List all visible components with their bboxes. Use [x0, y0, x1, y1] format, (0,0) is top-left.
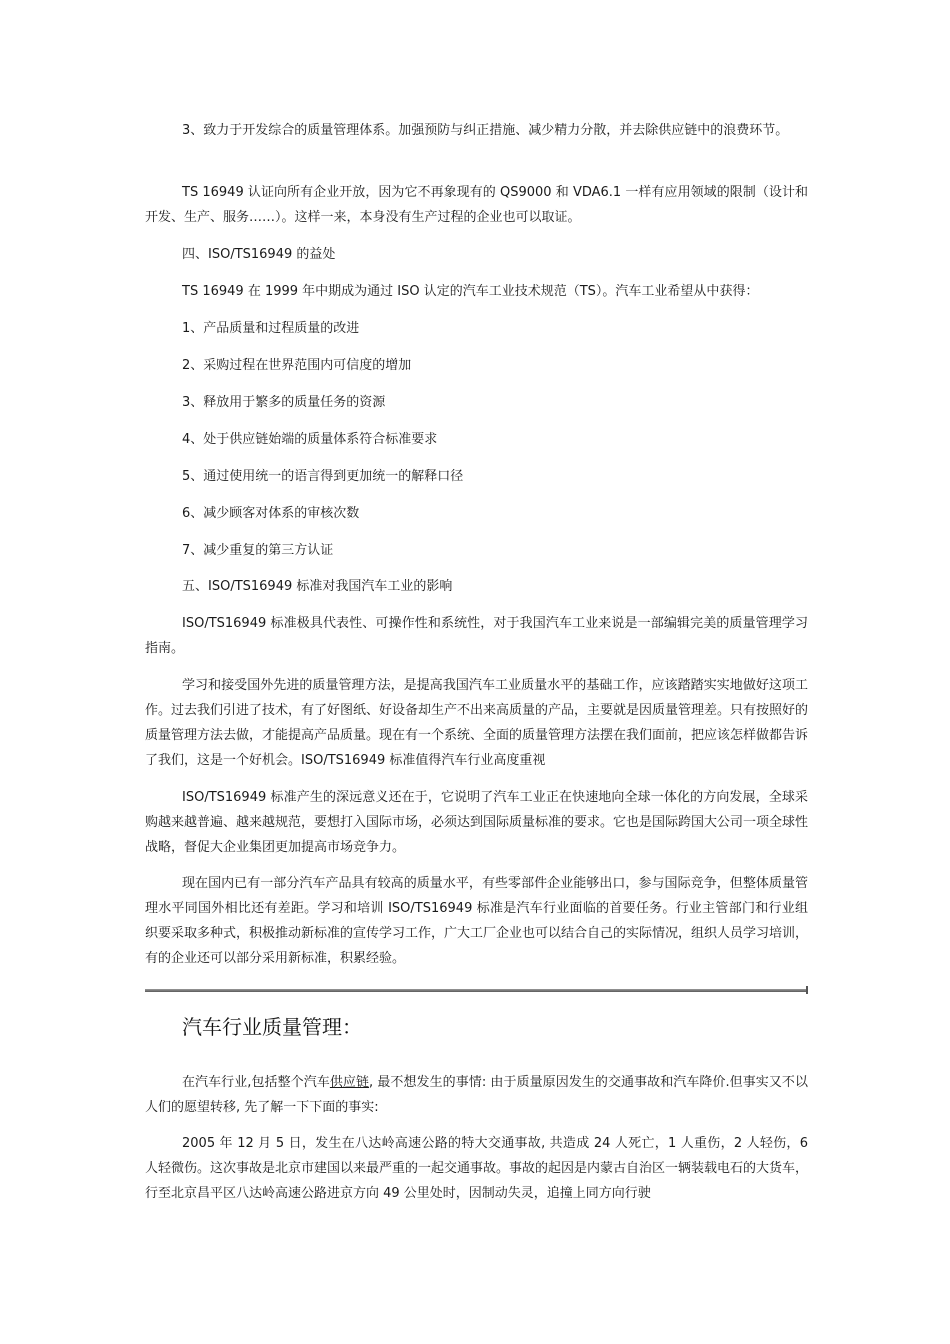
list-item: 2、采购过程在世界范围内可信度的增加	[182, 358, 412, 373]
list-item: 3、释放用于繁多的质量任务的资源	[182, 395, 386, 410]
supply-chain-link[interactable]: 供应链	[329, 1075, 370, 1090]
section-title: 汽车行业质量管理：	[182, 1015, 362, 1039]
horizontal-divider	[145, 989, 808, 992]
paragraph-current-status: 现在国内已有一部分汽车产品具有较高的质量水平，有些零部件企业能够出口，参与国际竞争，但整体质量管理水平同国外相比还有差距。学习和培训 ISO/TS16949 标准是汽车行业面临的首要任务。行业主管部门和行业组织要采取多种式，积极推动新标准的宣传学习工作，广大工厂企业也可以结合自己的实际情况，组织人员学习培训，有的企业还可以部分采用新标准，积累经验。	[145, 876, 809, 966]
paragraph-significance: ISO/TS16949 标准产生的深远意义还在于，它说明了汽车工业正在快速地向全球一体化的方向发展，全球采购越来越普遍、越来越规范，要想打入国际市场，必须达到国际质量标准的要求。它也是国际跨国大公司一项全球性战略，督促大企业集团更加提高市场竞争力。	[145, 790, 809, 855]
list-item: 4、处于供应链始端的质量体系符合标准要求	[182, 432, 438, 447]
paragraph-learning: 学习和接受国外先进的质量管理方法，是提高我国汽车工业质量水平的基础工作，应该踏踏实实地做好这项工作。过去我们引进了技术，有了好图纸、好设备却生产不出来高质量的产品，主要就是因质量管理差。只有按照好的质量管理方法去做，才能提高产品质量。现在有一个系统、全面的质量管理方法摆在我们面前，把应该怎样做都告诉了我们，这是一个好机会。ISO/TS16949 标准值得汽车行业高度重视	[145, 678, 809, 768]
list-item: 5、通过使用统一的语言得到更加统一的解释口径	[182, 469, 464, 484]
paragraph-guide: ISO/TS16949 标准极具代表性、可操作性和系统性，对于我国汽车工业来说是一部编辑完美的质量管理学习指南。	[145, 616, 808, 656]
text-run: 在汽车行业,包括整个汽车	[182, 1075, 330, 1090]
paragraph-supply-chain	[145, 1070, 808, 1120]
list-item: 7、减少重复的第三方认证	[182, 543, 334, 558]
section-heading-benefits: 四、ISO/TS16949 的益处	[182, 247, 336, 262]
divider-end-mark	[806, 986, 808, 994]
paragraph-accident: 2005 年 12 月 5 日，发生在八达岭高速公路的特大交通事故, 共造成 24 人死亡，1 人重伤，2 人轻伤，6 人轻微伤。这次事故是北京市建国以来最严重的一起交通事故。事故的起因是内蒙古自治区一辆装载电石的大货车，行至北京昌平区八达岭高速公路进京方向 49 公里处时，因制动失灵，追撞上同方向行驶	[145, 1136, 809, 1201]
text-run: , 最不想发生的事情: 由于质量原因发生的交通事故和汽车降价.但事实又不以人们的愿望转移, 先了解一下下面的事实:	[145, 1075, 808, 1115]
paragraph-quality-system: 3、致力于开发综合的质量管理体系。加强预防与纠正措施、减少精力分散，并去除供应链中的浪费环节。	[182, 123, 789, 138]
section-heading-impact: 五、ISO/TS16949 标准对我国汽车工业的影响	[182, 579, 453, 594]
list-item: 1、产品质量和过程质量的改进	[182, 321, 360, 336]
paragraph-ts16949-open: TS 16949 认证向所有企业开放，因为它不再象现有的 QS9000 和 VDA6.1 一样有应用领域的限制（设计和开发、生产、服务……）。这样一来，本身没有生产过程的企业也可以取证。	[145, 185, 808, 225]
document-page	[145, 0, 808, 1344]
list-item: 6、减少顾客对体系的审核次数	[182, 506, 360, 521]
paragraph-intro: TS 16949 在 1999 年中期成为通过 ISO 认定的汽车工业技术规范（TS）。汽车工业希望从中获得：	[182, 284, 759, 299]
